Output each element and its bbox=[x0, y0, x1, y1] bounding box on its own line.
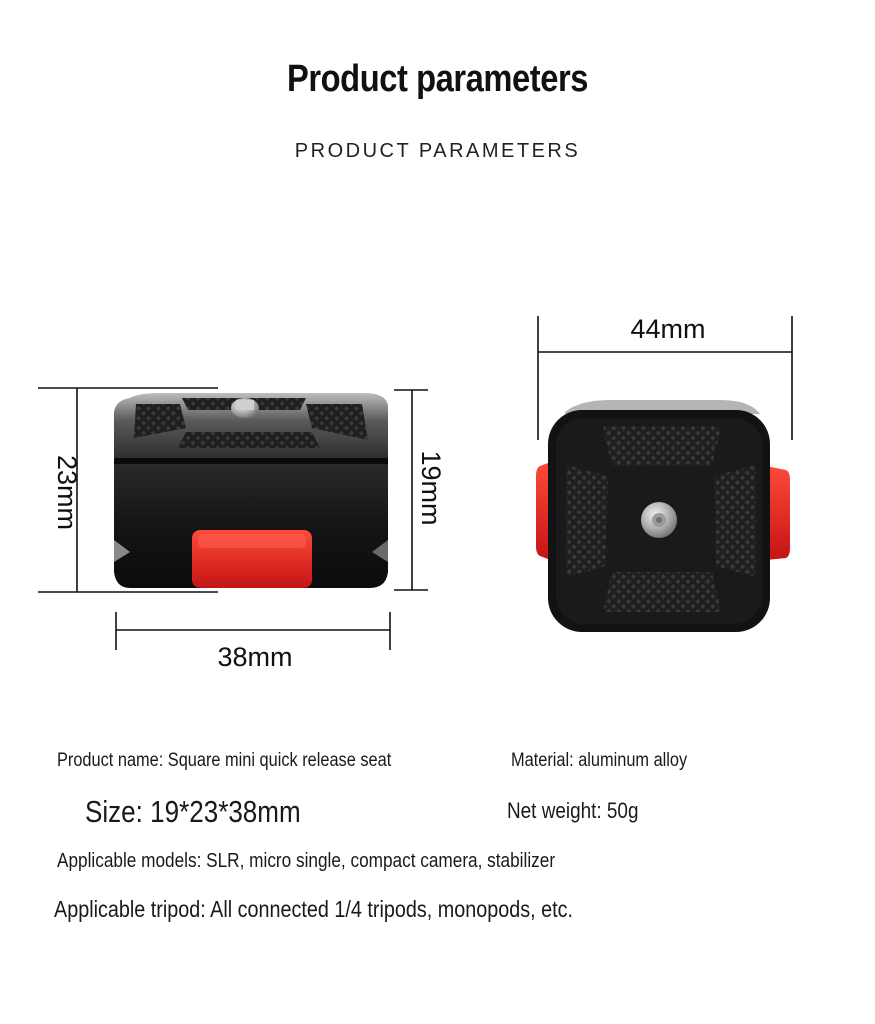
dim-label-width-bottom: 38mm bbox=[217, 642, 293, 672]
side-view-product bbox=[114, 393, 388, 588]
spec-size: Size: 19*23*38mm bbox=[85, 794, 301, 829]
spec-applicable-models: Applicable models: SLR, micro single, compact camera, stabilizer bbox=[57, 850, 556, 872]
dim-label-width-top: 44mm bbox=[630, 314, 706, 344]
page-subtitle: PRODUCT PARAMETERS bbox=[294, 140, 581, 162]
top-view-product bbox=[536, 400, 790, 632]
page-title: Product parameters bbox=[286, 58, 588, 100]
dim-label-height-left: 23mm bbox=[52, 454, 82, 530]
spec-product-name: Product name: Square mini quick release seat bbox=[57, 750, 392, 771]
spec-net-weight: Net weight: 50g bbox=[507, 798, 639, 823]
dim-label-height-right: 19mm bbox=[416, 450, 446, 526]
spec-material: Material: aluminum alloy bbox=[511, 750, 688, 771]
spec-applicable-tripod: Applicable tripod: All connected 1/4 tripods, monopods, etc. bbox=[54, 896, 573, 922]
